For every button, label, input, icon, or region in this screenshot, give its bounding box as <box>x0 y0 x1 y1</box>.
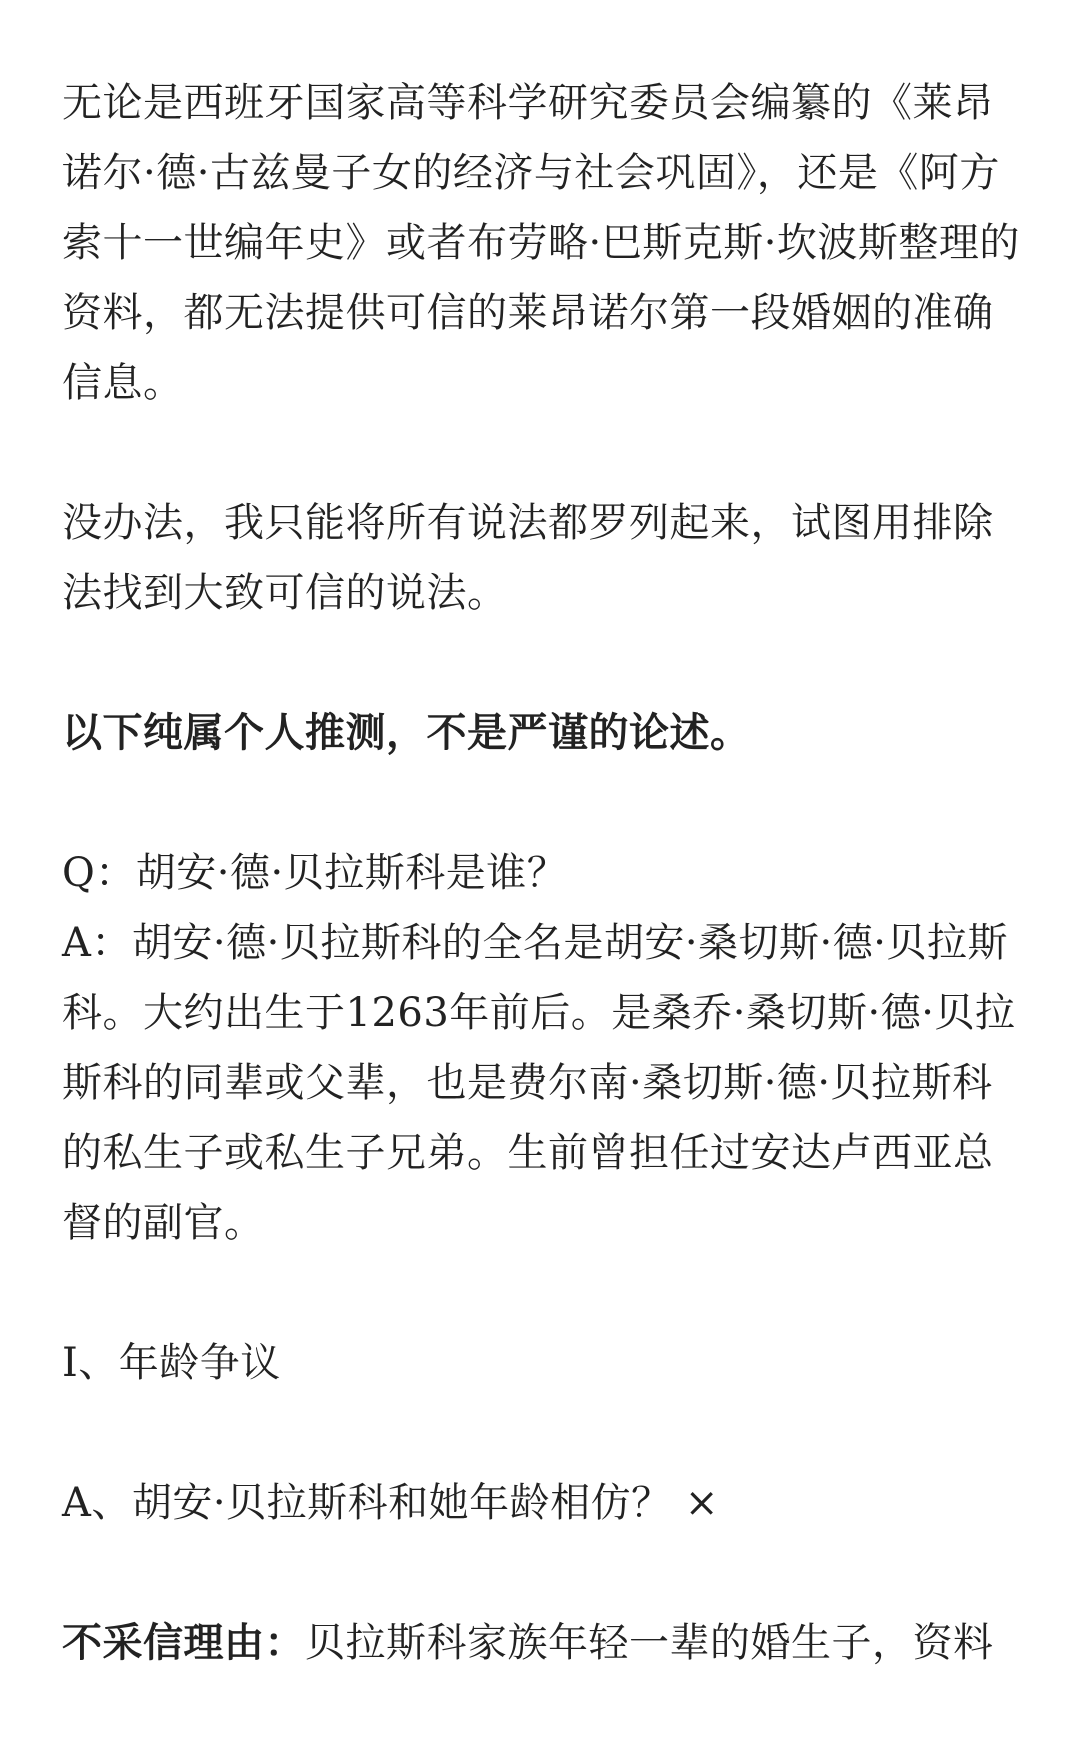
section-heading: I、年龄争议 <box>62 1340 281 1386</box>
paragraph-sources: 无论是西班牙国家高等科学研究委员会编纂的《莱昂诺尔·德·古兹曼子女的经济与社会巩固》，还是《阿方索十一世编年史》或者布劳略·巴斯克斯·坎波斯整理的资料，都无法提供可信的莱昂诺尔第一段婚姻的准确信息。 <box>62 80 1020 406</box>
qa-block <box>62 838 1022 1258</box>
subsection-heading: A、胡安·贝拉斯科和她年龄相仿？ × <box>62 1480 719 1526</box>
paragraph-method: 没办法，我只能将所有说法都罗列起来，试图用排除法找到大致可信的说法。 <box>62 500 994 616</box>
reason-label: 不采信理由： <box>62 1619 305 1666</box>
paragraph-disclaimer: 以下纯属个人推测，不是严谨的论述。 <box>62 709 751 756</box>
reason-paragraph <box>62 1608 1022 1678</box>
qa-question: Q：胡安·德·贝拉斯科是谁？ <box>62 850 568 896</box>
article-body <box>62 68 1022 1678</box>
reason-text: 贝拉斯科家族年轻一辈的婚生子，资料 <box>305 1620 994 1666</box>
qa-answer: A：胡安·德·贝拉斯科的全名是胡安·桑切斯·德·贝拉斯科。大约出生于1263年前后。是桑乔·桑切斯·德·贝拉斯科的同辈或父辈，也是费尔南·桑切斯·德·贝拉斯科的私生子或私生子兄弟。生前曾担任过安达卢西亚总督的副官。 <box>62 920 1016 1246</box>
